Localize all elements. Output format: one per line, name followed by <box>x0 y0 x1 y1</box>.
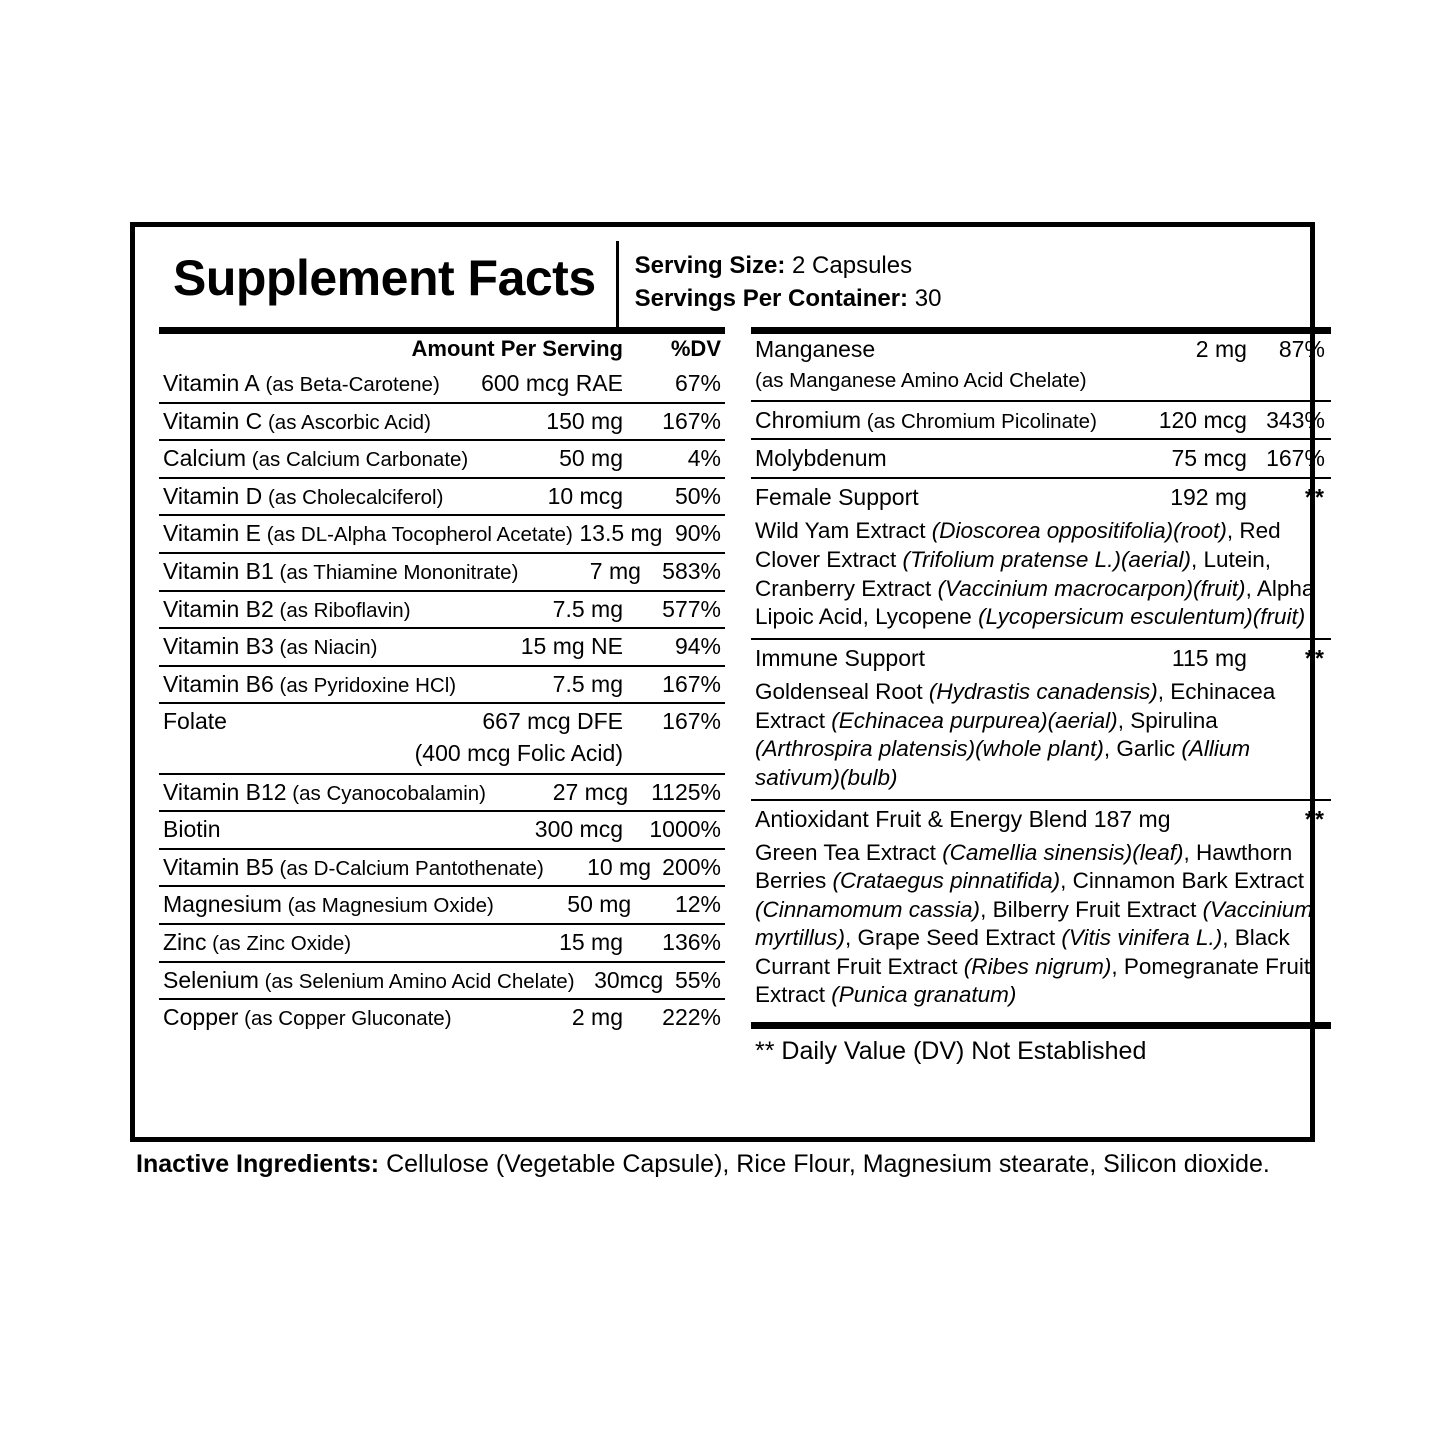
table-row <box>159 961 725 999</box>
serving-size-value: 2 Capsules <box>792 252 913 279</box>
nutrient-amount: 667 mcg DFE <box>482 708 623 735</box>
table-row <box>159 552 725 590</box>
table-row <box>159 848 725 886</box>
blend-ingredients: Green Tea Extract (Camellia sinensis)(leaf), Hawthorn Berries (Crataegus pinnatifida), Cinnamon Bark Extract (Cinnamomum cassia), Bilberry Fruit Extract (Vaccinium myrtillus), Grape Seed Extract (Vitis vinifera L.), Black Currant Fruit Extract (Ribes nigrum), Pomegranate Fruit Extract (Punica granatum) <box>755 839 1314 1008</box>
nutrient-dv: 200% <box>662 853 721 880</box>
nutrient-dv: 577% <box>662 595 721 622</box>
table-row <box>751 438 1331 477</box>
nutrient-source: (as Copper Gluconate) <box>238 1007 452 1031</box>
table-row <box>159 665 725 703</box>
nutrient-amount: 13.5 mg <box>579 520 663 547</box>
panel-header <box>159 241 1290 327</box>
servings-per-container-value: 30 <box>914 285 942 313</box>
nutrient-name: Biotin <box>163 816 221 843</box>
nutrient-dv: 167% <box>662 407 721 434</box>
table-row <box>159 773 725 811</box>
blend-ingredients: Goldenseal Root (Hydrastis canadensis), Echinacea Extract (Echinacea purpurea)(aerial), Spirulina (Arthrospira platensis)(whole plant), Garlic (Allium sativum)(bulb) <box>755 679 1276 790</box>
table-row <box>159 477 725 515</box>
blend-row <box>751 799 1331 837</box>
nutrient-source: (as DL-Alpha Tocopherol Acetate) <box>261 523 573 547</box>
nutrient-dv: 12% <box>674 891 721 918</box>
nutrient-dv: 1125% <box>651 778 721 805</box>
nutrient-name: Copper (as Copper Gluconate) <box>163 1004 452 1031</box>
nutrient-name: Calcium (as Calcium Carbonate) <box>163 445 469 472</box>
nutrient-amount: 2 mg <box>1195 336 1247 362</box>
blend-amount: 115 mg <box>1171 644 1247 671</box>
serving-info <box>616 241 942 327</box>
blend-amount: 192 mg <box>1170 483 1247 510</box>
nutrient-dv: 90% <box>674 520 721 547</box>
table-row <box>159 627 725 665</box>
nutrient-amount: 7.5 mg <box>552 595 623 622</box>
facts-body <box>159 327 1325 1127</box>
table-row <box>751 334 1331 368</box>
nutrient-amount: 120 mcg <box>1158 406 1247 433</box>
table-row <box>159 439 725 477</box>
nutrient-dv: 67% <box>674 370 721 396</box>
table-row <box>159 366 725 402</box>
servings-per-container-line <box>635 282 942 315</box>
nutrient-name: Vitamin B6 (as Pyridoxine HCl) <box>163 670 457 697</box>
table-row <box>751 400 1331 439</box>
nutrient-source: (as Thiamine Mononitrate) <box>273 560 519 584</box>
nutrient-amount: 50 mg <box>559 445 623 472</box>
table-row <box>159 702 725 740</box>
nutrient-source: (as Calcium Carbonate) <box>246 448 469 472</box>
nutrient-dv: 87% <box>1278 336 1325 362</box>
nutrient-name: Vitamin B1 (as Thiamine Mononitrate) <box>163 557 519 584</box>
page-title: Supplement Facts <box>173 250 596 306</box>
nutrient-source: (as Magnesium Oxide) <box>281 894 494 918</box>
table-row <box>159 810 725 848</box>
table-row <box>159 885 725 923</box>
nutrient-note: (400 mcg Folic Acid) <box>414 739 623 766</box>
nutrient-amount: 15 mg NE <box>520 633 623 660</box>
nutrient-name: Chromium (as Chromium Picolinate) <box>755 406 1097 433</box>
nutrient-name: Vitamin B12 (as Cyanocobalamin) <box>163 778 486 805</box>
nutrient-dv: 136% <box>662 928 721 955</box>
nutrient-name: Manganese <box>755 336 876 362</box>
right-top-rule <box>751 327 1331 334</box>
nutrient-amount: 27 mcg <box>552 778 629 805</box>
nutrient-table-left <box>159 327 733 1127</box>
nutrient-dv: 1000% <box>649 816 721 843</box>
blend-name: Immune Support <box>755 644 926 671</box>
blend-ingredients: Wild Yam Extract (Dioscorea oppositifolia)(root), Red Clover Extract (Trifolium pratense L.)(aerial), Lutein, Cranberry Extract (Vaccinium macrocarpon)(fruit), Alpha Lipoic Acid, Lycopene (Lycopersicum esculentum)(fruit) <box>755 518 1315 630</box>
table-row <box>159 923 725 961</box>
nutrient-source: (as Cholecalciferol) <box>262 485 444 509</box>
nutrient-source: (as Niacin) <box>273 636 378 660</box>
nutrient-dv: 94% <box>674 633 721 660</box>
nutrient-dv: 167% <box>662 670 721 697</box>
inactive-ingredients-label: Inactive Ingredients: <box>136 1150 380 1178</box>
left-top-rule <box>159 327 725 334</box>
nutrient-source-line: (as Manganese Amino Acid Chelate) <box>755 368 1087 392</box>
nutrient-amount: 2 mg <box>571 1004 623 1031</box>
nutrient-name: Vitamin E (as DL-Alpha Tocopherol Acetate) <box>163 520 573 547</box>
nutrient-name: Molybdenum <box>755 445 887 472</box>
nutrient-amount: 7 mg <box>589 557 641 584</box>
nutrient-name: Folate <box>163 708 227 735</box>
nutrient-amount: 10 mg <box>587 853 651 880</box>
nutrient-name: Vitamin B3 (as Niacin) <box>163 633 378 660</box>
nutrient-amount: 600 mcg RAE <box>481 370 623 396</box>
nutrient-name: Vitamin C (as Ascorbic Acid) <box>163 407 431 434</box>
table-row <box>159 514 725 552</box>
nutrient-dv: 343% <box>1266 406 1325 433</box>
nutrient-amount: 30mcg <box>594 966 664 993</box>
nutrient-source: (as Ascorbic Acid) <box>262 410 431 434</box>
nutrient-name: Selenium (as Selenium Amino Acid Chelate) <box>163 966 575 993</box>
blend-dv: ** <box>1305 644 1325 671</box>
supplement-facts-panel <box>130 222 1325 1142</box>
nutrient-amount: 10 mcg <box>547 482 623 509</box>
nutrient-source: (as Zinc Oxide) <box>206 931 352 955</box>
nutrient-note-row <box>159 740 725 773</box>
nutrient-name: Vitamin D (as Cholecalciferol) <box>163 482 444 509</box>
nutrient-source: (as Beta-Carotene) <box>259 373 440 396</box>
nutrient-source: (as Riboflavin) <box>273 598 411 622</box>
nutrient-dv: 50% <box>674 482 721 509</box>
blend-name: Female Support <box>755 483 919 510</box>
nutrient-name: Zinc (as Zinc Oxide) <box>163 928 352 955</box>
header-amount-per-serving: Amount Per Serving <box>411 336 623 361</box>
nutrient-table-right <box>733 327 1331 1127</box>
nutrient-amount: 75 mcg <box>1171 445 1247 472</box>
servings-per-container-label: Servings Per Container: <box>634 285 909 313</box>
nutrient-amount: 7.5 mg <box>552 670 623 697</box>
nutrient-name: Vitamin A (as Beta-Carotene) <box>163 370 440 396</box>
nutrient-name: Magnesium (as Magnesium Oxide) <box>163 891 494 918</box>
nutrient-amount: 300 mcg <box>534 816 623 843</box>
left-column-headers <box>159 334 725 366</box>
table-row <box>159 998 725 1036</box>
nutrient-amount: 150 mg <box>546 407 623 434</box>
nutrient-source: (as Cyanocobalamin) <box>286 781 486 805</box>
table-row <box>159 590 725 628</box>
header-dv: %DV <box>670 336 721 361</box>
nutrient-source: (as Pyridoxine HCl) <box>273 673 457 697</box>
blend-row <box>751 477 1331 516</box>
blend-name: Antioxidant Fruit & Energy Blend 187 mg <box>755 805 1171 832</box>
nutrient-dv: 222% <box>662 1004 721 1031</box>
nutrient-dv: 583% <box>662 557 721 584</box>
blend-dv: ** <box>1305 805 1325 832</box>
blend-row <box>751 638 1331 677</box>
inactive-ingredients-value: Cellulose (Vegetable Capsule), Rice Flour, Magnesium stearate, Silicon dioxide. <box>386 1150 1270 1178</box>
nutrient-source: (as D-Calcium Pantothenate) <box>273 856 544 880</box>
nutrient-dv: 55% <box>674 966 721 993</box>
nutrient-amount: 15 mg <box>559 928 623 955</box>
blend-dv: ** <box>1305 483 1325 510</box>
nutrient-dv: 167% <box>662 708 721 735</box>
nutrient-dv: 4% <box>687 445 721 472</box>
footnote: ** Daily Value (DV) Not Established <box>751 1022 1331 1066</box>
table-row <box>159 402 725 440</box>
nutrient-name: Vitamin B5 (as D-Calcium Pantothenate) <box>163 853 544 880</box>
inactive-ingredients <box>136 1148 1366 1181</box>
nutrient-amount: 50 mg <box>567 891 632 918</box>
serving-size-line <box>635 249 942 282</box>
nutrient-source: (as Selenium Amino Acid Chelate) <box>258 969 575 993</box>
nutrient-source: (as Chromium Picolinate) <box>861 409 1097 433</box>
nutrient-name: Vitamin B2 (as Riboflavin) <box>163 595 411 622</box>
serving-size-label: Serving Size: <box>634 252 786 279</box>
nutrient-dv: 167% <box>1266 445 1325 472</box>
